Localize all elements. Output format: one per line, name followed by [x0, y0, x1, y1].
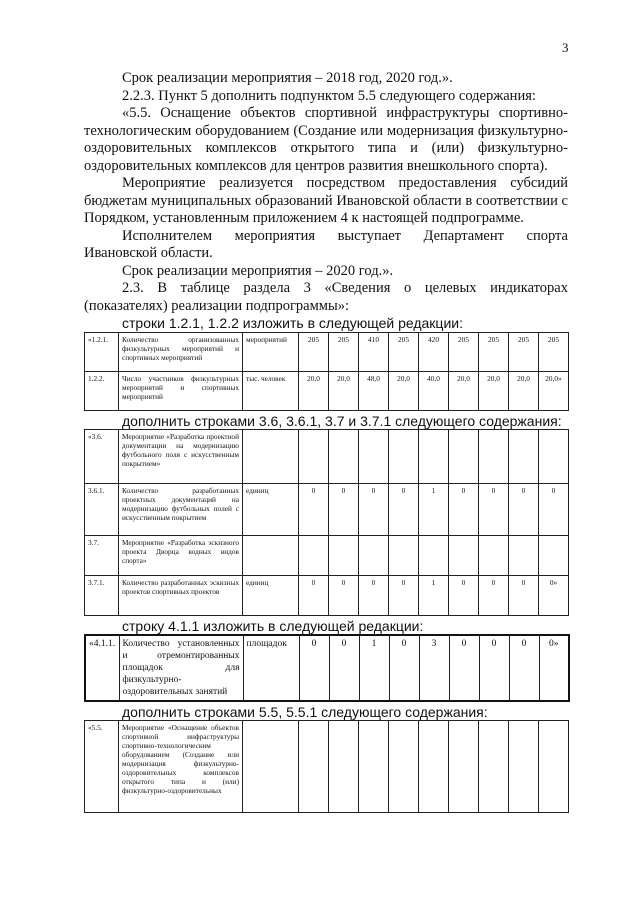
value-cell: 0	[389, 484, 419, 536]
indicator-name: Мероприятие «Разработка эскизного проекта Дворца водных видов спорта»	[119, 536, 243, 576]
table-row	[85, 635, 569, 701]
table-rows-3-6-3-7	[84, 429, 569, 616]
indicator-name: Количество разработанных эскизных проектов спортивных проектов	[119, 576, 243, 616]
value-cell: 420	[419, 333, 449, 372]
paragraph-2-3: 2.3. В таблице раздела 3 «Сведения о целевых индикаторах (показателях) реализации подпрограммы»:	[84, 280, 568, 314]
value-cell: 0	[479, 484, 509, 536]
value-cell: 20,0	[479, 372, 509, 411]
unit-cell: мероприятий	[243, 333, 299, 372]
unit-cell	[243, 536, 299, 576]
value-cell: 0	[509, 576, 539, 616]
table-row	[85, 484, 569, 536]
row-number: 1.2.2.	[85, 372, 119, 411]
row-number: 3.6.1.	[85, 484, 119, 536]
value-cell: 20,0	[299, 372, 329, 411]
value-cell: 0	[359, 484, 389, 536]
value-cell	[359, 430, 389, 484]
indicator-name: Количество организованных физкультурных мероприятий и спортивных мероприятий	[119, 333, 243, 372]
paragraph-deadline-2020: Срок реализации мероприятия – 2020 год.».	[122, 262, 394, 279]
value-cell: 0	[539, 484, 569, 536]
row-number: «1.2.1.	[85, 333, 119, 372]
value-cell	[539, 536, 569, 576]
value-cell: 410	[359, 333, 389, 372]
table-rows-5-5	[84, 720, 569, 813]
value-cell: 205	[389, 333, 419, 372]
value-cell	[299, 536, 329, 576]
value-cell: 0	[389, 635, 419, 701]
value-cell	[449, 721, 479, 813]
value-cell	[509, 536, 539, 576]
value-cell: 0	[449, 635, 479, 701]
table-row	[85, 372, 569, 411]
document-body	[84, 70, 568, 813]
row-number: 3.7.	[85, 536, 119, 576]
value-cell: 205	[539, 333, 569, 372]
paragraph-executor: Исполнителем мероприятия выступает Департамент спорта Ивановской области.	[84, 227, 568, 261]
value-cell	[449, 430, 479, 484]
value-cell: 1	[359, 635, 389, 701]
value-cell: 0	[329, 576, 359, 616]
value-cell	[449, 536, 479, 576]
value-cell	[419, 430, 449, 484]
value-cell	[329, 536, 359, 576]
value-cell	[419, 721, 449, 813]
value-cell: 0	[479, 635, 509, 701]
value-cell: 20,0»	[539, 372, 569, 411]
value-cell: 0»	[539, 635, 569, 701]
value-cell: 20,0	[449, 372, 479, 411]
row-number: 3.7.1.	[85, 576, 119, 616]
value-cell: 0	[299, 635, 329, 701]
row-number: «5.5.	[85, 721, 119, 813]
value-cell: 40,0	[419, 372, 449, 411]
unit-cell: единиц	[243, 576, 299, 616]
value-cell: 0»	[539, 576, 569, 616]
paragraph-deadline-2018: Срок реализации мероприятия – 2018 год, 2020 год.».	[122, 70, 453, 86]
value-cell	[539, 721, 569, 813]
indicator-name: Число участников физкультурных мероприятий и спортивных мероприятий	[119, 372, 243, 411]
unit-cell	[243, 430, 299, 484]
value-cell	[389, 536, 419, 576]
value-cell: 0	[509, 635, 539, 701]
value-cell: 0	[359, 576, 389, 616]
value-cell: 205	[329, 333, 359, 372]
paragraph-subsidies: Мероприятие реализуется посредством предоставления субсидий бюджетам муниципальных образований Ивановской области в соответствии с Порядком, установленным приложением 4 к настоящей подпрограмме.	[84, 175, 568, 226]
value-cell	[299, 721, 329, 813]
value-cell: 205	[449, 333, 479, 372]
value-cell: 0	[479, 576, 509, 616]
unit-cell: единиц	[243, 484, 299, 536]
value-cell	[509, 430, 539, 484]
value-cell: 205	[479, 333, 509, 372]
table-row	[85, 576, 569, 616]
table-row-4-1-1	[84, 634, 570, 702]
indicator-name: Мероприятие «Разработка проектной документации на модернизацию футбольного поля с искусственным покрытием»	[119, 430, 243, 484]
value-cell	[539, 430, 569, 484]
value-cell	[329, 430, 359, 484]
value-cell: 205	[299, 333, 329, 372]
caption-rows-3-6-3-7: дополнить строками 3.6, 3.6.1, 3.7 и 3.7.1 следующего содержания:	[122, 413, 562, 429]
row-number: «3.6.	[85, 430, 119, 484]
unit-cell: тыс. человек	[243, 372, 299, 411]
value-cell: 0	[299, 484, 329, 536]
value-cell	[419, 536, 449, 576]
value-cell: 0	[509, 484, 539, 536]
value-cell: 0	[449, 484, 479, 536]
value-cell: 205	[509, 333, 539, 372]
table-row	[85, 430, 569, 484]
caption-row-4-1-1: строку 4.1.1 изложить в следующей редакции:	[122, 618, 424, 634]
value-cell	[329, 721, 359, 813]
value-cell: 20,0	[509, 372, 539, 411]
row-number: «4.1.1.	[85, 635, 119, 701]
value-cell	[389, 721, 419, 813]
value-cell: 1	[419, 484, 449, 536]
indicator-name: Количество разработанных проектных документаций на модернизацию футбольных полей с искусственным покрытием	[119, 484, 243, 536]
value-cell	[479, 430, 509, 484]
value-cell: 0	[449, 576, 479, 616]
table-rows-1-2	[84, 332, 569, 411]
unit-cell: площадок	[243, 635, 299, 701]
value-cell	[389, 430, 419, 484]
value-cell	[299, 430, 329, 484]
value-cell	[359, 721, 389, 813]
value-cell	[479, 721, 509, 813]
table-row	[85, 536, 569, 576]
page-number: 3	[562, 40, 569, 55]
table-row	[85, 333, 569, 372]
value-cell	[359, 536, 389, 576]
indicator-name: Мероприятие «Оснащение объектов спортивной инфраструктуры спортивно-технологическим оборудованием (Создание или модернизация физкультурно-оздоровительных комплексов открытого типа и (или) физкультурно-оздоровительных	[119, 721, 243, 813]
value-cell: 0	[389, 576, 419, 616]
paragraph-5-5: «5.5. Оснащение объектов спортивной инфраструктуры спортивно-технологическим оборудованием (Создание или модернизация физкультурно-оздоровительных комплексов открытого типа и (или) физкультурно-оздоровительных комплексов для центров развития внешкольного спорта).	[84, 105, 568, 174]
value-cell: 48,0	[359, 372, 389, 411]
caption-rows-5-5: дополнить строками 5.5, 5.5.1 следующего содержания:	[122, 704, 488, 720]
value-cell: 20,0	[329, 372, 359, 411]
value-cell: 0	[329, 635, 359, 701]
value-cell: 0	[299, 576, 329, 616]
caption-rows-1-2: строки 1.2.1, 1.2.2 изложить в следующей редакции:	[122, 315, 463, 331]
paragraph-2-2-3: 2.2.3. Пункт 5 дополнить подпунктом 5.5 следующего содержания:	[122, 87, 536, 104]
value-cell: 20,0	[389, 372, 419, 411]
indicator-name: Количество установленных и отремонтированных площадок для физкультурно-оздоровительных занятий	[119, 635, 243, 701]
value-cell: 1	[419, 576, 449, 616]
table-row	[85, 721, 569, 813]
value-cell: 0	[329, 484, 359, 536]
value-cell	[509, 721, 539, 813]
value-cell	[479, 536, 509, 576]
value-cell: 3	[419, 635, 449, 701]
unit-cell	[243, 721, 299, 813]
